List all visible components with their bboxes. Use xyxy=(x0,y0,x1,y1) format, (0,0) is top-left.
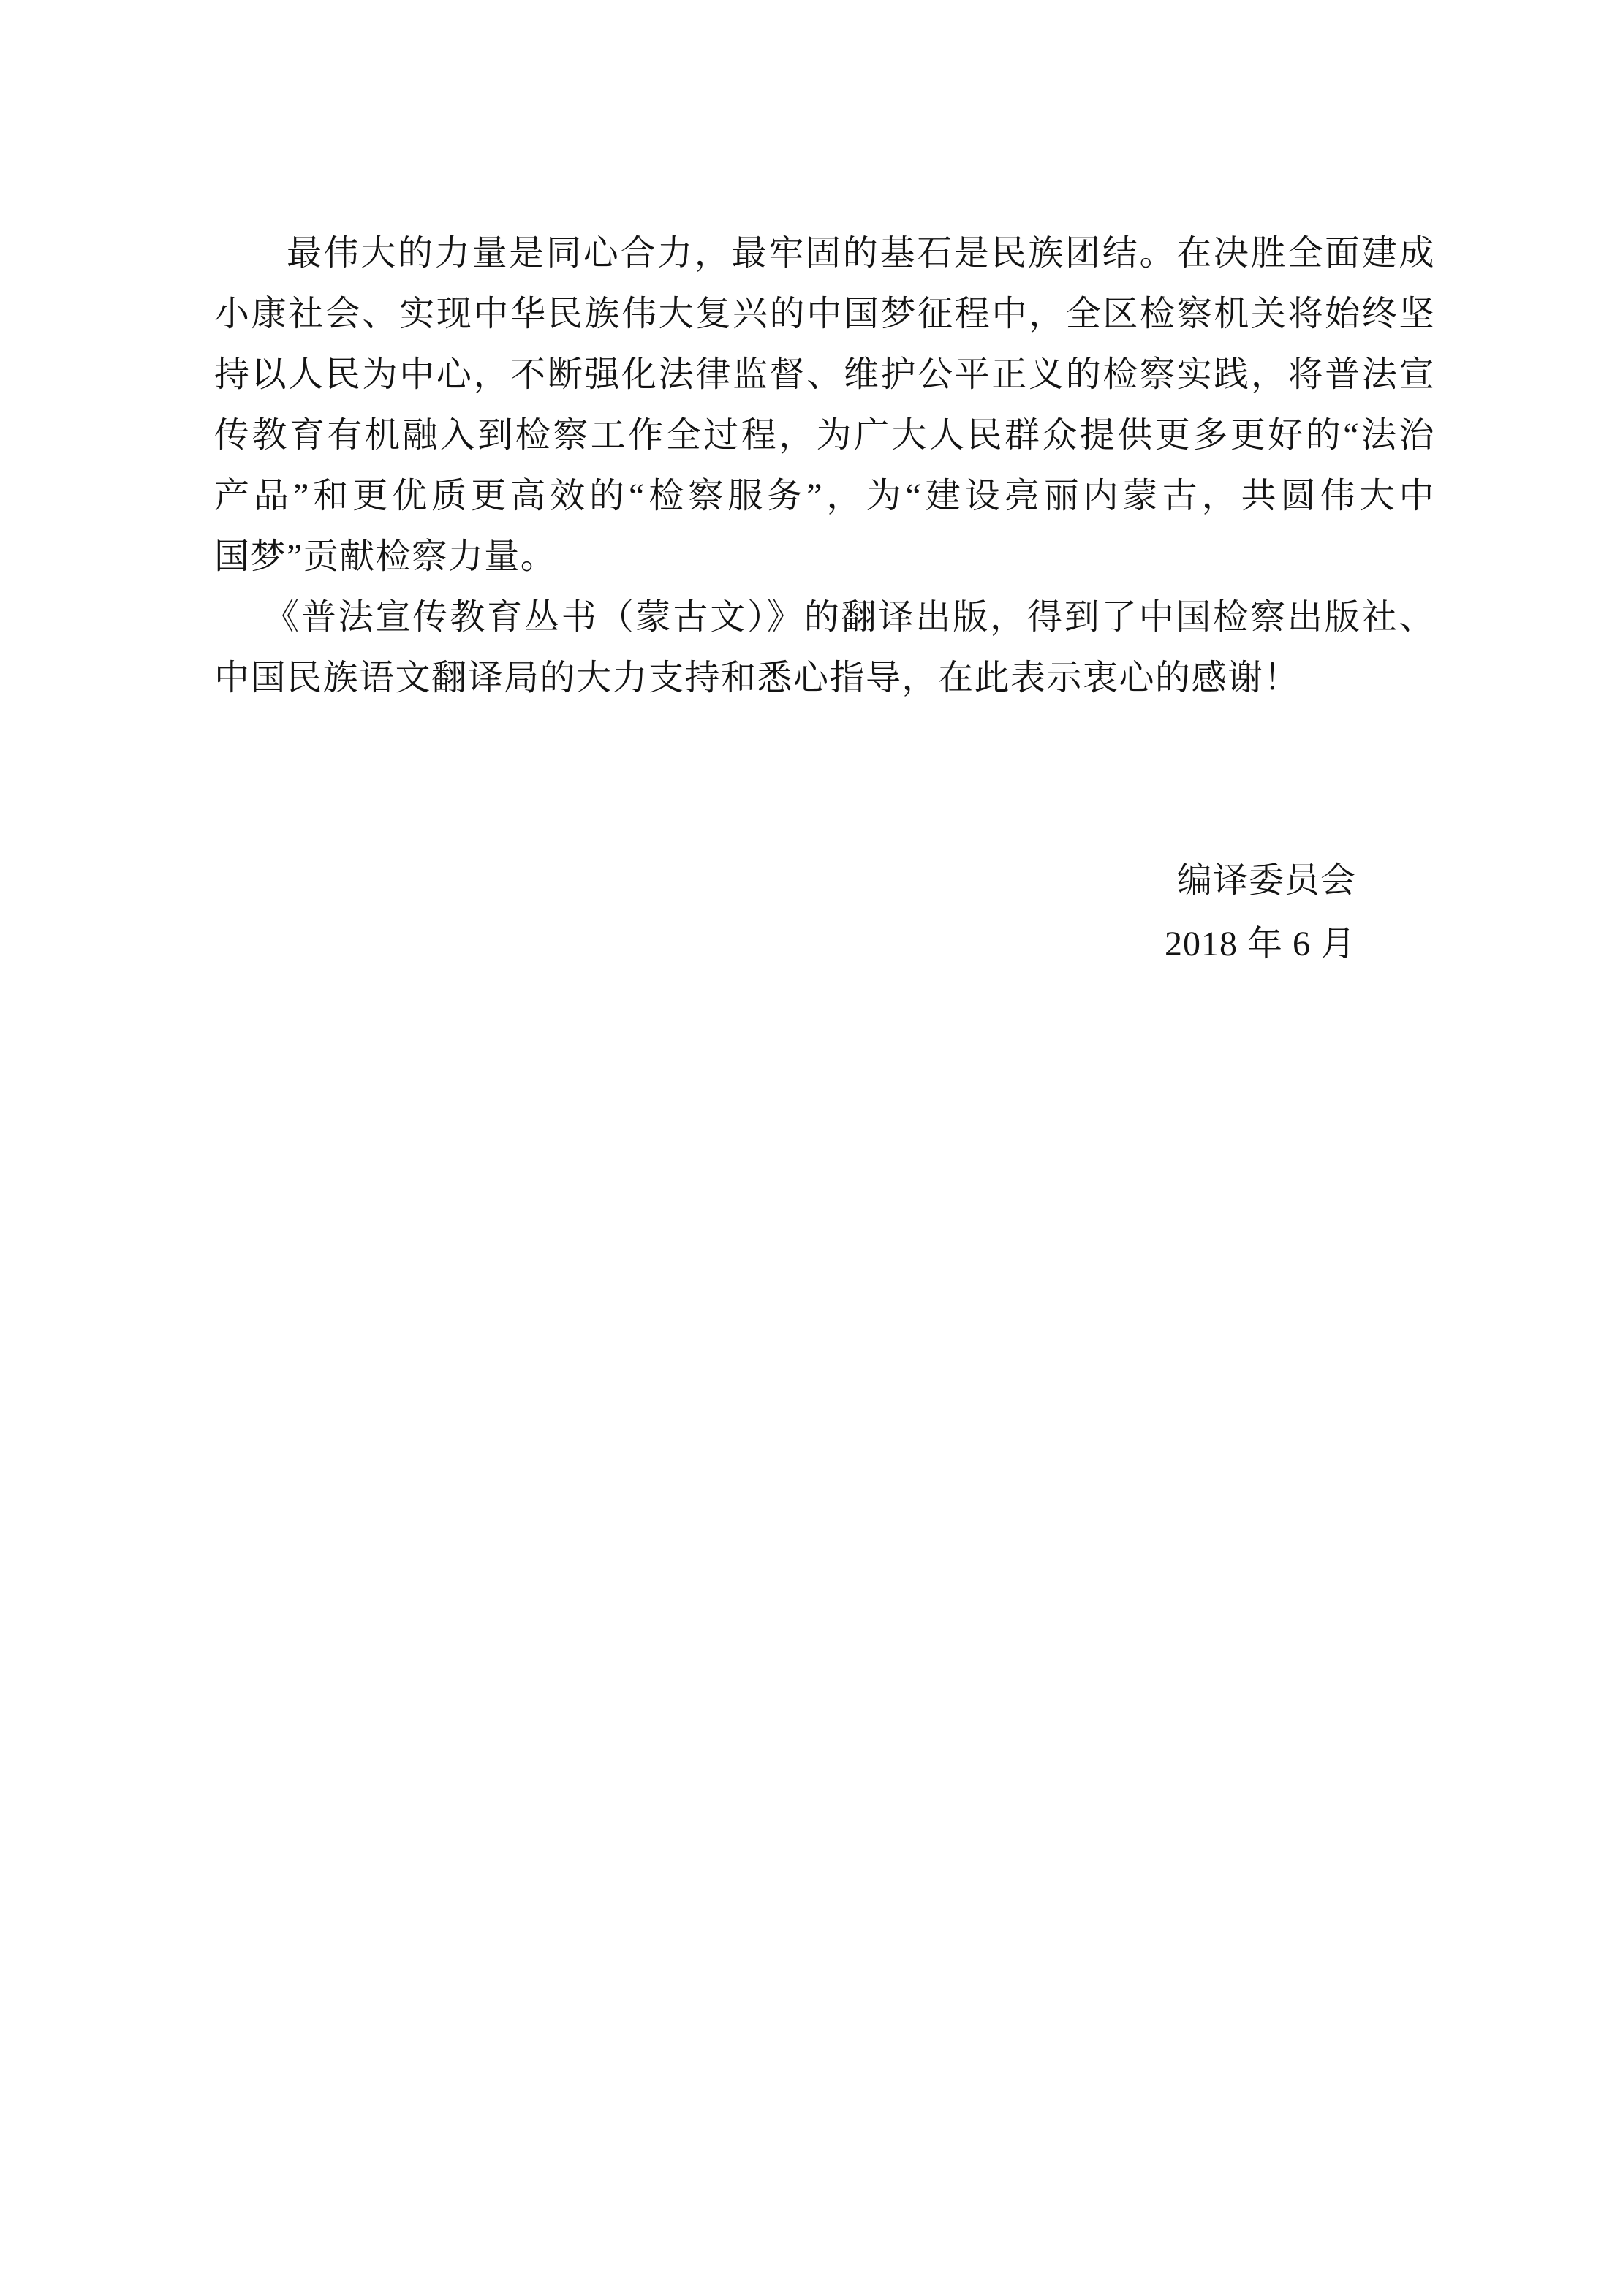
signature-name: 编译委员会 xyxy=(1176,861,1356,900)
signature-block xyxy=(1165,849,1356,976)
paragraph1-line4: 传教育有机融入到检察工作全过程，为广大人民群众提供更多更好的“法治 xyxy=(214,416,1435,455)
paragraph1-line2: 小康社会、实现中华民族伟大复兴的中国梦征程中，全区检察机关将始终坚 xyxy=(214,295,1435,333)
paragraph1-line5: 产品”和更优质更高效的“检察服务”，为“建设亮丽内蒙古，共圆伟大中 xyxy=(214,477,1435,515)
paragraph2-line1: 《普法宣传教育丛书（蒙古文）》的翻译出版，得到了中国检察出版社、 xyxy=(264,598,1435,637)
paragraph1-line6: 国梦”贡献检察力量。 xyxy=(214,537,557,576)
paragraph2-line2: 中国民族语文翻译局的大力支持和悉心指导，在此表示衷心的感谢！ xyxy=(214,659,1301,697)
paragraph1-line3: 持以人民为中心，不断强化法律监督、维护公平正义的检察实践，将普法宣 xyxy=(214,355,1435,394)
paragraph1-line1: 最伟大的力量是同心合力，最牢固的基石是民族团结。在决胜全面建成 xyxy=(287,234,1435,273)
signature-date: 2018 年 6 月 xyxy=(1164,925,1356,963)
letter-body xyxy=(214,223,1435,708)
